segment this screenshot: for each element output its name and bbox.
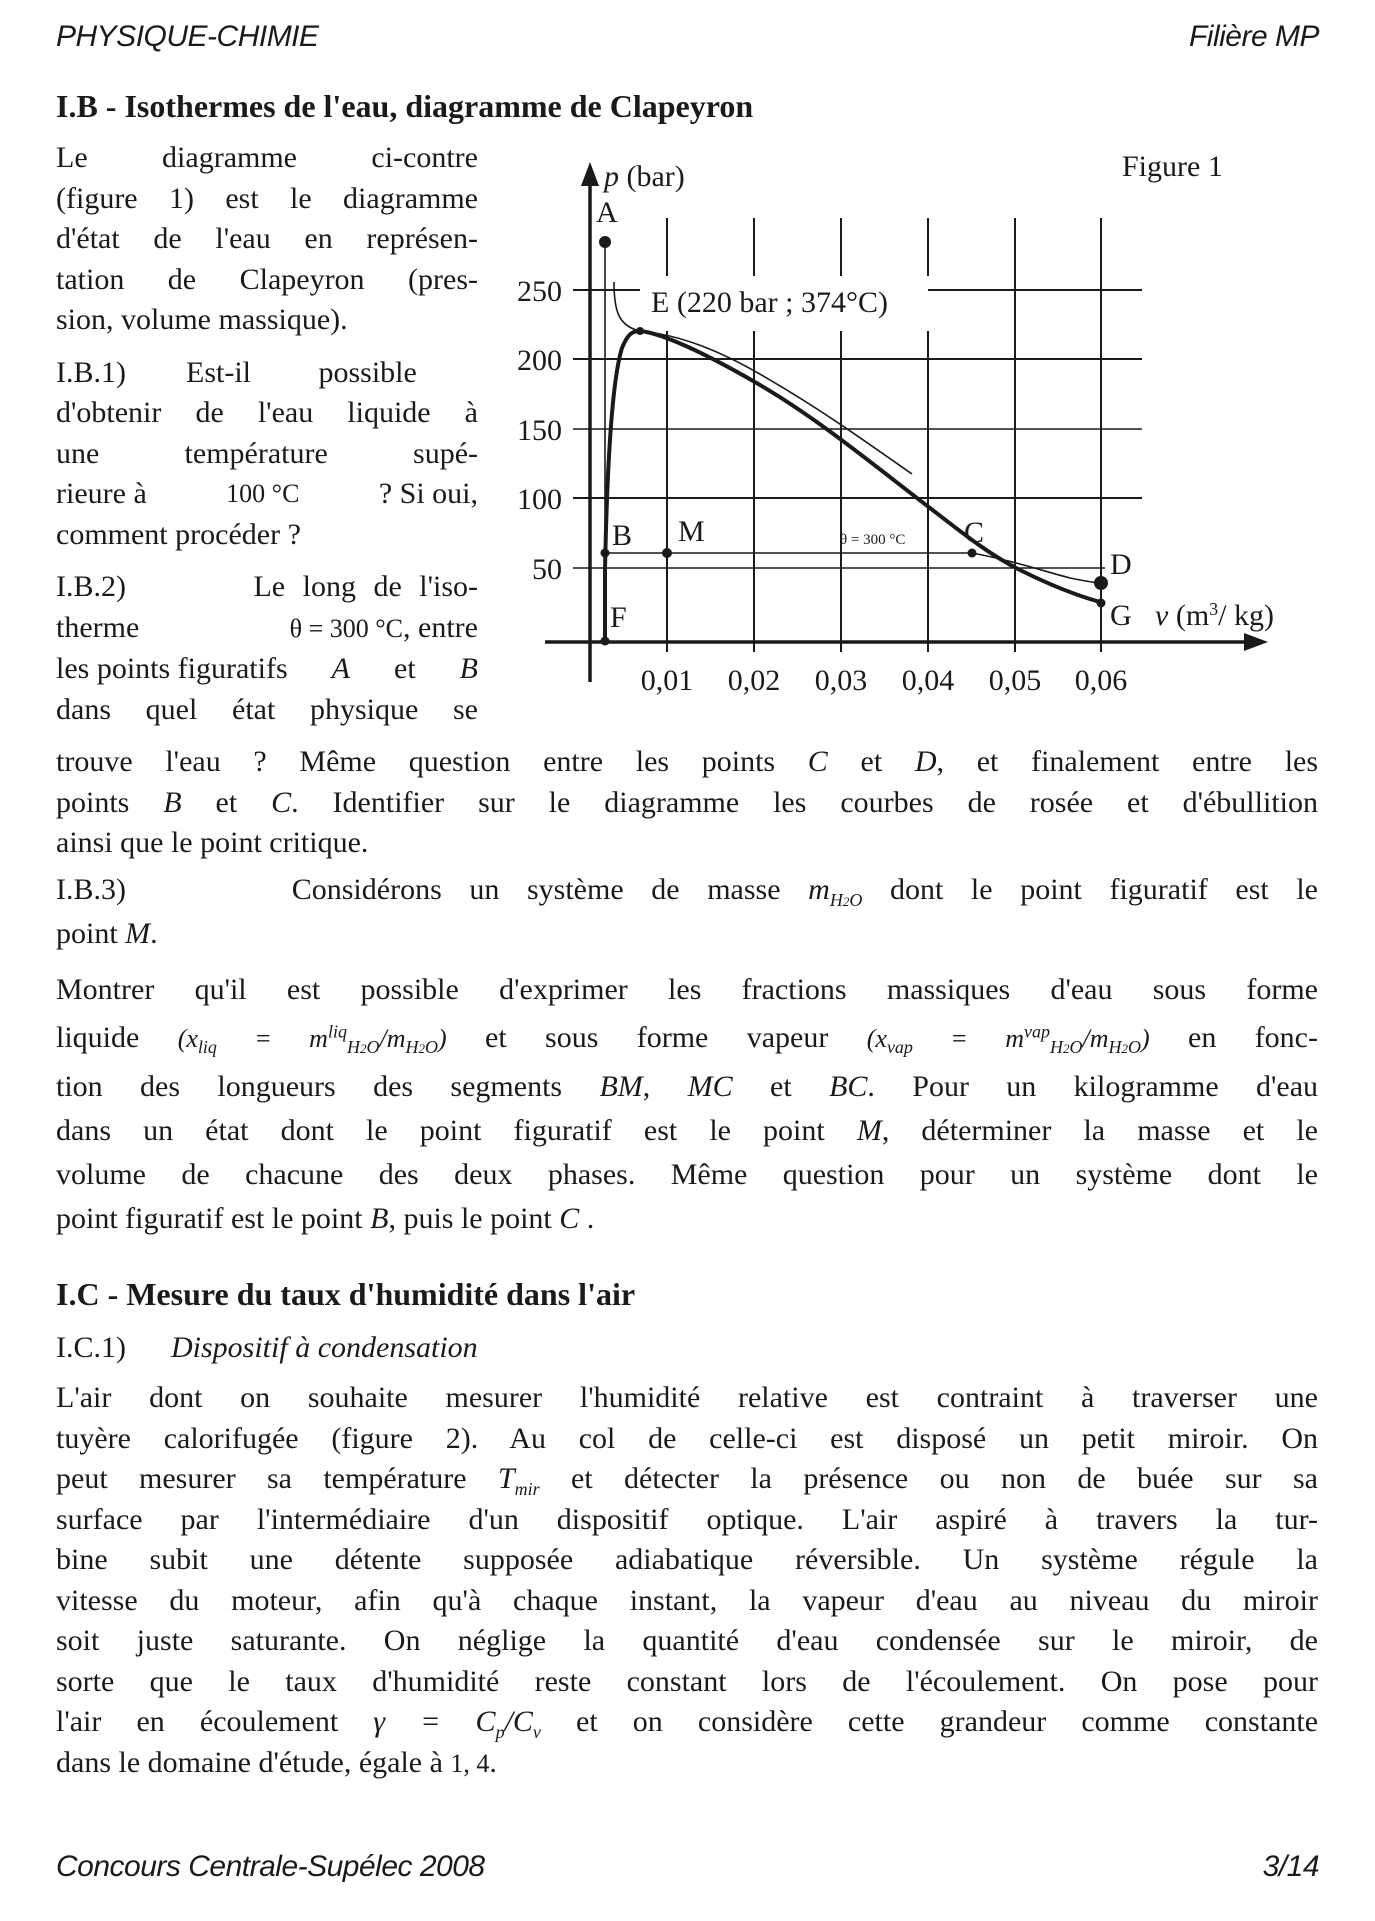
svg-text:0,02: 0,02 [727, 664, 781, 697]
question-line: Montrer qu'il est possible d'exprimer les fractions massiques d'eau sous forme [56, 973, 1318, 1006]
point-ref: D [914, 745, 937, 778]
text-span: , et finalement entre les [936, 745, 1319, 778]
body-line [56, 1459, 1318, 1500]
intro-line: Le diagramme ci-contre [56, 141, 478, 174]
gamma-expression [373, 1705, 541, 1742]
body-line: soit juste saturante. On néglige la quantité d'eau condensée sur le miroir, de [56, 1624, 1318, 1657]
question-ib3 [56, 868, 1318, 1241]
point-ref: M [856, 1114, 882, 1147]
question-ic1-heading [56, 1328, 1318, 1369]
point-ref: M [125, 917, 151, 950]
text-span: peut mesurer sa température [56, 1462, 467, 1495]
text-span: rieure à [56, 477, 147, 510]
text-span: trouve l'eau ? Même question entre les points [56, 745, 776, 778]
point-f [601, 637, 610, 646]
symbol: H [829, 890, 843, 910]
question-line: dans quel état physique se [56, 692, 478, 726]
svg-text:0,04: 0,04 [901, 664, 955, 697]
point-ref: A [331, 652, 350, 685]
text-span: , puis le point [388, 1202, 552, 1235]
text-span: en fonc- [1188, 1021, 1318, 1054]
text-span: et détecter la présence ou non de buée sur sa [571, 1462, 1318, 1495]
x-axis-label: v ($m^3/$ kg) [1155, 599, 1274, 632]
text-span: et [860, 745, 883, 778]
point-e [636, 327, 644, 335]
question-line [56, 1012, 1318, 1065]
intro-line: d'état de l'eau en représen- [56, 222, 478, 255]
gamma-value: 1, 4 [450, 1748, 490, 1778]
text-span: dont le point figuratif est le [889, 873, 1318, 906]
question-line [56, 1197, 1318, 1241]
x-axis-arrow-icon [1244, 633, 1268, 651]
question-ic1-body [56, 1378, 1318, 1784]
body-line: bine subit une détente supposée adiabatique réversible. Un système régule la [56, 1543, 1318, 1576]
text-span: . [489, 1745, 497, 1779]
temperature-value: 100 °C [226, 479, 300, 508]
symbol: p [495, 1722, 505, 1742]
text-span: points [56, 785, 130, 819]
subsection-title: Dispositif à condensation [171, 1331, 478, 1364]
grid-vertical [667, 218, 1101, 652]
question-line: une température supé- [56, 436, 478, 470]
text-span: et [770, 1070, 792, 1103]
text-span: l'air en écoulement [56, 1705, 339, 1738]
question-line [56, 783, 1318, 824]
point-ref: B [459, 652, 478, 685]
y-tick-labels [517, 275, 562, 586]
body-line [56, 1743, 1318, 1785]
svg-text:50: 50 [532, 553, 562, 586]
symbol: γ = C [373, 1705, 496, 1738]
question-label: I.B.2) [56, 570, 126, 603]
saturation-curve [605, 331, 1100, 641]
svg-text:E (220 bar ; 374°C): E (220 bar ; 374°C) [651, 286, 888, 319]
question-line: tion des longueurs des segments BM, MC et BC. Pour un kilogramme d'eau [56, 1070, 1319, 1103]
question-line: volume de chacune des deux phases. Même question pour un système dont le [56, 1158, 1318, 1191]
text-span: Considérons un système de masse [291, 873, 781, 906]
symbol: liq [197, 1037, 217, 1058]
question-line [56, 742, 1318, 783]
text-span: liquide [56, 1021, 140, 1054]
text-span: . [586, 1202, 595, 1235]
intro-line: sion, volume massique). [56, 303, 348, 336]
point-d [1094, 576, 1108, 590]
x-liq-formula: $(x_{liq} = m^{liq}_{H2O}/m_{H2O})$ [177, 1021, 447, 1058]
point-ref: B [163, 785, 182, 819]
point-m [662, 548, 672, 558]
running-header-subject: PHYSIQUE-CHIMIE [56, 20, 319, 53]
question-line [56, 912, 1318, 956]
text-span: et [394, 652, 416, 685]
section-title-ib: I.B - Isothermes de l'eau, diagramme de Clapeyron [56, 88, 754, 124]
subsection-heading [56, 1328, 1318, 1369]
text-span: et on considère cette grandeur comme constante [576, 1705, 1319, 1738]
question-line [56, 868, 1318, 912]
point-a [599, 236, 611, 248]
question-label: I.B.1) [56, 355, 126, 389]
body-line: vitesse du moteur, afin qu'à chaque instant, la vapeur d'eau au niveau du miroir [56, 1583, 1318, 1617]
text-span: les points figuratifs [56, 652, 288, 685]
svg-text:150: 150 [517, 414, 562, 447]
text-span: , entre [403, 610, 478, 644]
segment-ref: BC [829, 1070, 868, 1103]
axes [545, 178, 1250, 682]
symbol: vap [886, 1037, 913, 1058]
isotherm-expression: θ = 300 °C [289, 613, 404, 643]
svg-text:B: B [612, 519, 633, 552]
point-ref: C [807, 745, 828, 778]
x-tick-labels [641, 664, 1128, 697]
svg-text:G: G [1110, 599, 1132, 632]
text-span: . Pour un kilogramme d'eau [867, 1070, 1319, 1103]
question-line: ainsi que le point critique. [56, 826, 369, 859]
text-span: tion des longueurs des segments [56, 1070, 563, 1103]
svg-text:200: 200 [517, 344, 562, 377]
point-ref: C [271, 785, 292, 819]
svg-text:0,05: 0,05 [988, 664, 1042, 697]
mass-symbol [808, 873, 863, 910]
symbol: T [497, 1462, 515, 1495]
x-vap-formula: $(x_{vap} = m^{vap}_{H2O}/m_{H2O})$ [866, 1021, 1150, 1058]
symbol: x [186, 1024, 198, 1053]
isotherm-label: θ = 300 °C [840, 532, 906, 548]
text-span: point [56, 917, 118, 950]
point-c [968, 549, 977, 558]
symbol: v [532, 1722, 541, 1742]
question-line: d'obtenir de l'eau liquide à [56, 396, 478, 429]
point-ref: B [370, 1202, 389, 1235]
question-line [56, 1109, 1318, 1153]
symbol: /C [504, 1705, 533, 1738]
symbol: liq [327, 1021, 347, 1042]
text-span: , déterminer la masse et le [881, 1114, 1318, 1147]
svg-text:A: A [596, 196, 618, 229]
question-label: I.C.1) [56, 1331, 126, 1364]
svg-text:0,06: 0,06 [1074, 664, 1128, 697]
text-span: et sous forme vapeur [485, 1021, 829, 1054]
symbol: x [875, 1024, 887, 1053]
footer-contest: Concours Centrale-Supélec 2008 [56, 1850, 485, 1883]
question-ib2-continued [56, 742, 1318, 864]
question-line: comment procéder ? [56, 517, 301, 551]
text-span: Est-il possible [186, 355, 417, 389]
symbol: vap [1023, 1021, 1050, 1042]
point-g [1097, 599, 1106, 608]
point-ref: C [559, 1202, 580, 1235]
text-span: ? Si oui, [378, 477, 478, 510]
y-axis-arrow-icon [581, 162, 599, 186]
intro-line: tation de Clapeyron (pres- [56, 262, 478, 296]
text-span: therme [56, 610, 140, 644]
intro-line: (figure 1) est le diagramme [56, 181, 478, 215]
question-label: I.B.3) [56, 873, 126, 906]
section-title-ic: I.C - Mesure du taux d'humidité dans l'air [56, 1276, 636, 1312]
body-line: tuyère calorifugée (figure 2). Au col de celle-ci est disposé un petit miroir. On [56, 1421, 1318, 1455]
symbol: O [849, 890, 863, 910]
grid-horizontal [573, 290, 1142, 568]
text-span: . Identifier sur le diagramme les courbes de rosée et d'ébullition [291, 785, 1318, 819]
body-line: surface par l'intermédiaire d'un dispositif optique. L'air aspiré à travers la tur- [56, 1502, 1318, 1536]
svg-text:250: 250 [517, 275, 562, 308]
text-span: dans un état dont le point figuratif est le point [56, 1114, 825, 1147]
body-line: L'air dont on souhaite mesurer l'humidité relative est contraint à traverser une [56, 1381, 1318, 1414]
svg-text:C: C [964, 516, 985, 549]
text-span: . [150, 917, 158, 950]
point-b [601, 549, 610, 558]
segment-ref: BM [599, 1070, 643, 1103]
figure-label: Figure 1 [1122, 150, 1223, 183]
y-axis-label: p (bar) [604, 160, 685, 193]
symbol: 2 [842, 894, 850, 909]
svg-text:F: F [610, 601, 627, 634]
svg-text:0,03: 0,03 [814, 664, 868, 697]
text-span: point figuratif est le point [56, 1202, 363, 1235]
body-line: sorte que le taux d'humidité reste constant lors de l'écoulement. On pose pour [56, 1664, 1318, 1698]
text-span: dans le domaine d'étude, égale à [56, 1745, 443, 1779]
symbol: m [808, 873, 830, 906]
text-span: Le long de l'iso- [253, 570, 478, 603]
segment-ref: MC [687, 1070, 733, 1103]
clapeyron-diagram [0, 0, 1375, 720]
mirror-temperature-symbol [497, 1462, 540, 1499]
svg-text:0,01: 0,01 [640, 664, 694, 697]
footer-page-number: 3/14 [1262, 1850, 1319, 1883]
body-line [56, 1702, 1318, 1743]
running-header-track: Filière MP [1188, 20, 1319, 53]
svg-text:100: 100 [517, 483, 562, 516]
svg-text:M: M [678, 515, 705, 548]
text-span: et [215, 785, 238, 819]
symbol: mir [514, 1479, 540, 1499]
svg-text:D: D [1110, 548, 1132, 581]
